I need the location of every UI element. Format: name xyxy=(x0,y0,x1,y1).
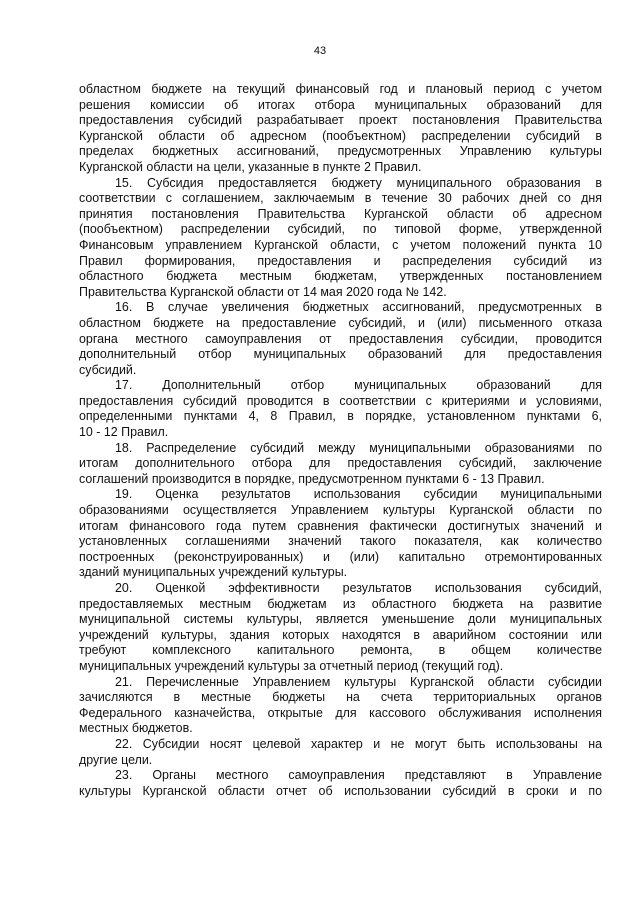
paragraph xyxy=(79,441,602,488)
text-line: (пообъектном) распределении субсидий, по типовой форме, утвержденной xyxy=(79,222,602,237)
text-line: Правительства Курганской области от 14 мая 2020 года № 142. xyxy=(79,284,447,299)
text-line: принятия постановления Правительства Курганской области об адресном xyxy=(79,206,602,221)
text-line: другие цели. xyxy=(79,752,153,767)
text-line: определенными пунктами 4, 8 Правил, в порядке, установленном пунктами 6, xyxy=(79,409,602,424)
text-line: 16. В случае увеличения бюджетных ассигнований, предусмотренных в xyxy=(115,300,602,315)
text-line: муниципальных учреждений культуры за отчетный период (текущий год). xyxy=(79,658,504,673)
text-line: Курганской области об адресном (пообъектном) распределении субсидий в xyxy=(79,128,602,143)
text-line: предоставляемых местным бюджетам из областного бюджета на развитие xyxy=(79,596,602,611)
text-line: 20. Оценкой эффективности результатов использования субсидий, xyxy=(115,581,602,595)
text-line: органа местного самоуправления от предоставления субсидии, проводится xyxy=(79,331,602,346)
text-line: построенных (реконструированных) и (или) капитально отремонтированных xyxy=(79,549,602,564)
paragraph xyxy=(79,300,602,378)
paragraph xyxy=(79,737,602,768)
text-line: дополнительный отбор муниципальных образований для предоставления xyxy=(79,347,602,362)
text-line: 15. Субсидия предоставляется бюджету муниципального образования в xyxy=(115,175,602,190)
text-line: областном бюджете на предоставление субсидий, и (или) письменного отказа xyxy=(79,315,602,330)
text-line: местных бюджетов. xyxy=(79,721,193,736)
text-line: соответствии с соглашением, заключаемым в течение 30 рабочих дней со дня xyxy=(79,191,602,206)
text-line: 17. Дополнительный отбор муниципальных образований для xyxy=(115,378,602,393)
text-line: зачисляются в местные бюджеты на счета территориальных органов xyxy=(79,690,602,705)
paragraph xyxy=(79,581,602,675)
text-line: муниципальной системы культуры, является уменьшение доли муниципальных xyxy=(79,612,602,627)
text-line: 23. Органы местного самоуправления представляют в Управление xyxy=(115,768,602,783)
paragraph xyxy=(79,176,602,301)
text-line: 18. Распределение субсидий между муниципальными образованиями по xyxy=(115,440,602,455)
text-line: областного бюджета местным бюджетам, утвержденных постановлением xyxy=(79,269,602,284)
page-number: 43 xyxy=(313,45,327,57)
text-line: 10 - 12 Правил. xyxy=(79,425,169,440)
text-line: предоставления субсидий проводится в соответствии с критериями и условиями, xyxy=(79,393,602,408)
text-line: субсидий. xyxy=(79,362,137,377)
text-line: образованиями осуществляется Управлением культуры Курганской области по xyxy=(79,503,602,518)
paragraph xyxy=(79,675,602,737)
paragraph xyxy=(79,82,602,176)
text-line: 22. Субсидии носят целевой характер и не могут быть использованы на xyxy=(115,736,602,751)
document-body xyxy=(79,82,602,799)
paragraph xyxy=(79,768,602,799)
text-line: требуют комплексного капитального ремонта, в общем количестве xyxy=(79,643,602,658)
text-line: решения комиссии об итогах отбора муниципальных образований для xyxy=(79,97,602,112)
text-line: пределах бюджетных ассигнований, предусмотренных Управлению культуры xyxy=(79,144,602,159)
text-line: 19. Оценка результатов использования субсидии муниципальными xyxy=(115,487,602,502)
text-line: Финансовым управлением Курганской области, с учетом положений пункта 10 xyxy=(79,237,602,252)
text-line: учреждений культуры, здания которых находятся в аварийном состоянии или xyxy=(79,627,602,642)
text-line: зданий муниципальных учреждений культуры. xyxy=(79,565,348,580)
paragraph xyxy=(79,487,602,581)
text-line: областном бюджете на текущий финансовый год и плановый период с учетом xyxy=(79,82,602,96)
text-line: соглашений производится в порядке, предусмотренном пунктами 6 - 13 Правил. xyxy=(79,471,545,486)
paragraph xyxy=(79,378,602,440)
text-line: Правил формирования, предоставления и распределения субсидий из xyxy=(79,253,602,268)
text-line: итогам финансового года путем сравнения фактически достигнутых значений и xyxy=(79,518,602,533)
text-line: Курганской области на цели, указанные в пункте 2 Правил. xyxy=(79,159,422,174)
text-line: итогам дополнительного отбора для предоставления субсидий, заключение xyxy=(79,456,602,471)
text-line: Федерального казначейства, открытые для кассового обслуживания исполнения xyxy=(79,705,602,720)
text-line: культуры Курганской области отчет об использовании субсидий в сроки и по xyxy=(79,783,602,798)
text-line: 21. Перечисленные Управлением культуры Курганской области субсидии xyxy=(115,674,602,689)
text-line: установленных соглашениями значений такого показателя, как количество xyxy=(79,534,602,549)
text-line: предоставления субсидий разрабатывает проект постановления Правительства xyxy=(79,113,602,128)
